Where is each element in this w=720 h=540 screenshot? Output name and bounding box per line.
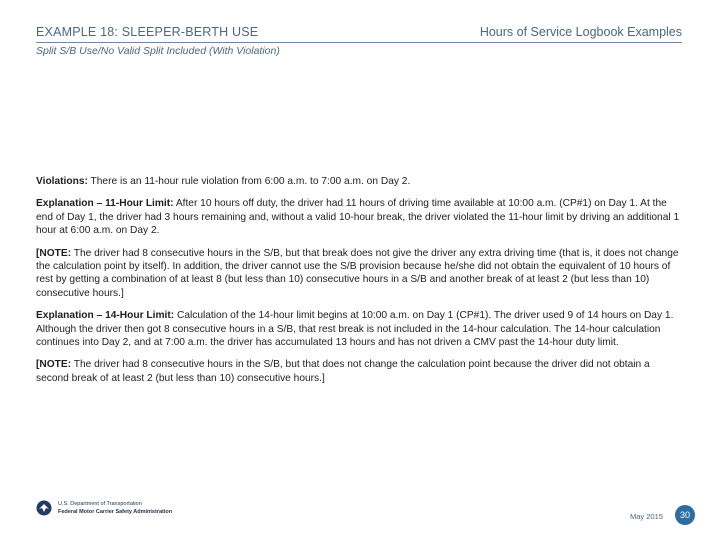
explanation-11-label: Explanation – 11-Hour Limit: [36,198,174,210]
note-1-label: [NOTE: [36,247,72,259]
page-number-badge: 30 [675,505,695,525]
explanation-14-label: Explanation – 14-Hour Limit: [36,310,175,322]
footer-date: May 2015 [630,512,663,521]
header-divider [36,42,682,43]
agency-logo [36,500,172,516]
body-text [36,175,684,394]
note-1-paragraph [36,247,684,301]
note-1-text: The driver had 8 consecutive hours in the S/B, but that break does not give the driver any extra driving time (that is, it does not change the calculation point by itself). In addition, the driver cannot use the S/B provision because he/she did not obtain the equivalent of 10 hours of rest by getting a combination of at least 8 (but less than 10) consecutive hours in a S/B and another break of at least 2 (but less than 10) consecutive hours.] [36,247,679,299]
section-title: Hours of Service Logbook Examples [479,25,682,39]
note-2-text: The driver had 8 consecutive hours in the S/B, but that does not change the calculation point because the driver did not obtain a second break of at least 2 (but less than 10) consecutive hours.] [36,359,650,384]
explanation-14-text: Calculation of the 14-hour limit begins at 10:00 a.m. on Day 1 (CP#1). The driver used 9 of 14 hours on Day 1. Although the driver then got 8 consecutive hours in a S/B, that rest break is not included in the 14-hour calculation. The 14-hour calculation continues into Day 2, and at 7:00 a.m. the driver has accumulated 13 hours and has not driven a CMV past the 14-hour duty limit. [36,310,674,349]
note-2-paragraph [36,358,684,385]
explanation-11-text: After 10 hours off duty, the driver had 11 hours of driving time available at 10:00 a.m. (CP#1) on Day 1. At the end of Day 1, the driver had 3 hours remaining and, without a valid 10-hour break, the driver violated the 11-hour limit by driving an additional 1 hour at 6:00 a.m. on Day 2. [36,198,680,237]
agency-line-2: Federal Motor Carrier Safety Administration [58,509,173,515]
agency-name [58,500,172,516]
agency-line-1: U.S. Department of Transportation [58,501,142,507]
subtitle: Split S/B Use/No Valid Split Included (With Violation) [36,45,280,57]
explanation-11-paragraph [36,197,684,237]
violations-label: Violations: [36,176,88,187]
note-2-label: [NOTE: [36,359,72,371]
violations-text: There is an 11-hour rule violation from 6:00 a.m. to 7:00 a.m. on Day 2. [87,176,411,187]
explanation-14-paragraph [36,309,684,349]
violations-paragraph [36,175,684,188]
document-title: EXAMPLE 18: SLEEPER-BERTH USE [36,25,259,39]
dot-eagle-icon [36,500,52,516]
